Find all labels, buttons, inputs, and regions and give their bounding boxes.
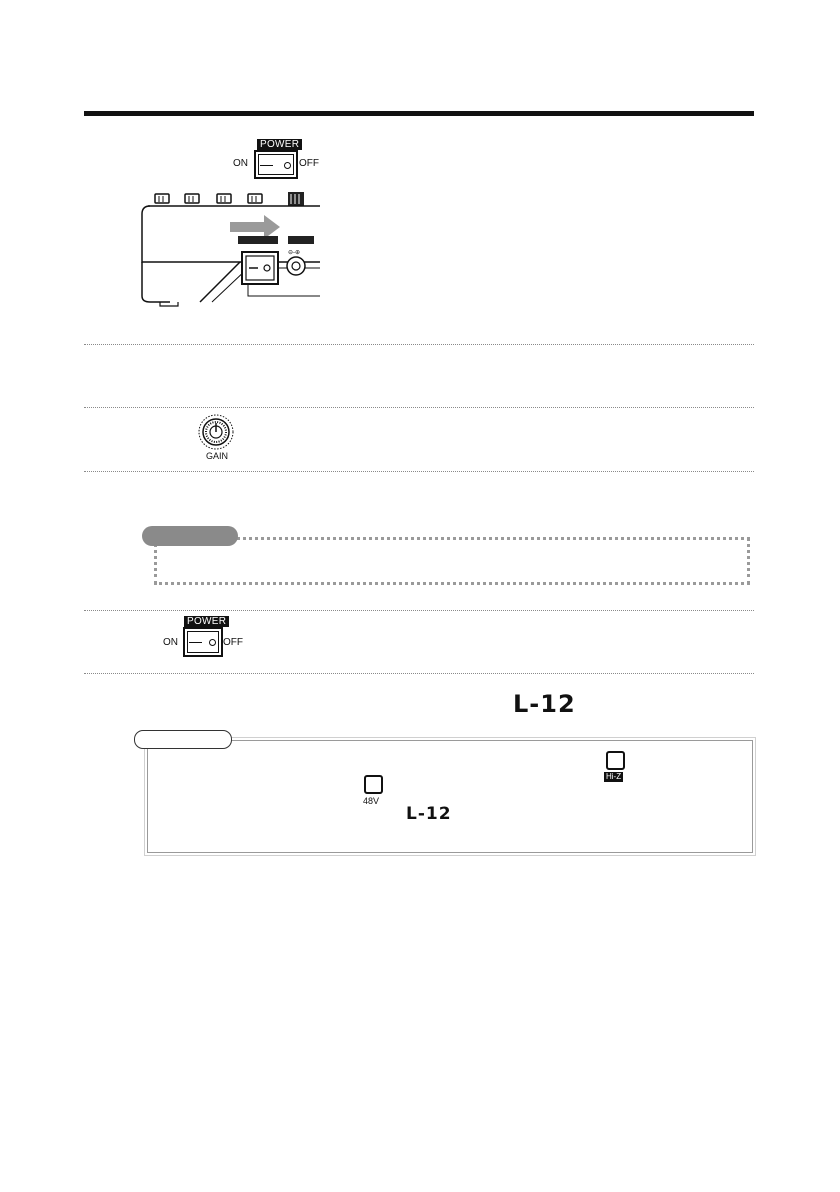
power-on-label: ON [163,637,178,648]
phantom-power-button-icon [364,775,383,794]
gain-knob-icon [188,413,244,453]
step-divider [84,344,754,345]
svg-text:⊖-⊕: ⊖-⊕ [288,250,301,256]
step-divider [84,471,754,472]
mixer-rear-panel-illustration [130,188,330,308]
phantom-power-label: 48V [363,796,380,806]
power-off-label: OFF [299,158,319,169]
step-divider [84,407,754,408]
model-name: L-12 [513,690,576,718]
power-label: POWER [184,616,229,627]
note-box [154,537,750,585]
power-off-label: OFF [223,637,243,648]
power-on-label: ON [233,158,248,169]
hiz-button-icon [606,751,625,770]
gain-label: GAIN [206,451,229,461]
note-tag [142,526,238,546]
step-divider [84,673,754,674]
note-tag [134,730,232,749]
power-label: POWER [257,139,302,150]
hiz-label: Hi-Z [606,772,622,781]
model-name-inline: L-12 [406,804,452,824]
power-switch-icon [254,150,298,179]
power-switch-icon [183,627,223,657]
step-divider [84,610,754,611]
section-top-rule [84,111,754,116]
note-box [147,740,753,853]
